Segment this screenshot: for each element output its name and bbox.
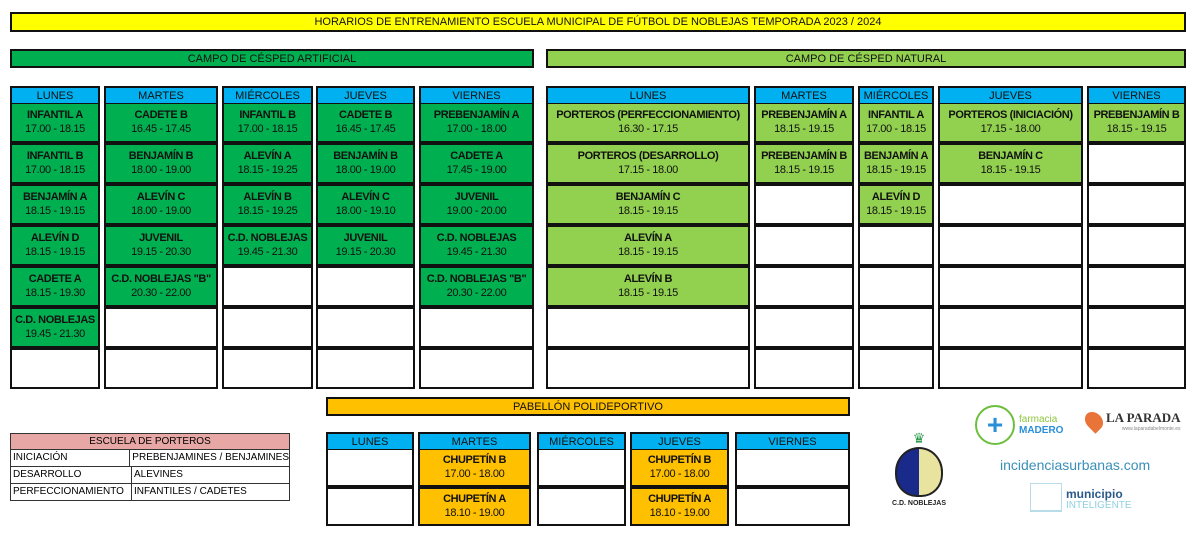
day-header: LUNES [328, 434, 412, 450]
pin-icon [1081, 408, 1106, 433]
day-header: JUEVES [632, 434, 727, 450]
legend-level: INICIACIÓN [11, 450, 130, 466]
time-range: 18.15 - 19.15 [618, 287, 678, 299]
time-range: 19.15 - 20.30 [131, 246, 191, 258]
madero-text: MADERO [1019, 425, 1064, 436]
time-range: 16.45 - 17.45 [335, 123, 396, 135]
session-cell [224, 104, 311, 141]
session-cell [12, 145, 98, 182]
empty-cell [539, 489, 624, 524]
incidencias-logo: incidenciasurbanas.com [1000, 457, 1151, 473]
la-parada-text: LA PARADA [1106, 410, 1181, 425]
empty-cell [224, 309, 311, 346]
session-cell [421, 186, 532, 223]
empty-cell [737, 489, 848, 524]
time-range: 19.45 - 21.30 [25, 328, 85, 340]
team-name: PREBENJAMÍN A [433, 109, 520, 121]
time-range: 20.30 - 22.00 [131, 287, 191, 299]
team-name: C.D. NOBLEJAS [227, 232, 308, 244]
artificial-column-0 [10, 86, 100, 389]
day-header: MARTES [106, 88, 216, 104]
empty-cell [106, 309, 216, 346]
time-range: 18.15 - 19.25 [237, 205, 298, 217]
session-cell [756, 104, 852, 141]
time-range: 18.15 - 19.15 [980, 164, 1041, 176]
time-range: 17.45 - 19.00 [446, 164, 507, 176]
time-range: 20.30 - 22.00 [446, 287, 507, 299]
team-name: CHUPETÍN B [442, 454, 507, 466]
session-cell [632, 450, 727, 485]
empty-cell [224, 350, 311, 387]
team-name: ALEVÍN B [243, 191, 292, 203]
session-cell [940, 104, 1081, 141]
time-range: 18.15 - 19.15 [618, 246, 678, 258]
session-cell [632, 489, 727, 524]
team-name: CADETE B [134, 109, 188, 121]
team-name: BENJAMÍN B [333, 150, 398, 162]
time-range: 18.10 - 19.00 [444, 507, 505, 519]
empty-cell [756, 186, 852, 223]
team-name: C.D. NOBLEJAS [15, 314, 95, 326]
time-range: 19.45 - 21.30 [446, 246, 507, 258]
team-name: JUVENIL [139, 232, 183, 244]
time-range: 19.45 - 21.30 [237, 246, 298, 258]
team-name: PORTEROS (INICIACIÓN) [948, 109, 1073, 121]
team-name: ALEVÍN B [623, 273, 673, 285]
session-cell [940, 145, 1081, 182]
empty-cell [12, 350, 98, 387]
inteligente-text: INTELIGENTE [1066, 500, 1132, 511]
session-cell [548, 145, 748, 182]
artificial-column-3 [316, 86, 415, 389]
empty-cell [548, 350, 748, 387]
empty-cell [756, 309, 852, 346]
artificial-column-4 [419, 86, 534, 389]
legend-row [11, 467, 289, 484]
session-cell [106, 145, 216, 182]
artificial-column-1 [104, 86, 218, 389]
team-name: CHUPETÍN B [647, 454, 712, 466]
session-cell [756, 145, 852, 182]
time-range: 18.15 - 19.15 [25, 246, 85, 258]
pabellon-column-2 [537, 432, 626, 526]
empty-cell [106, 350, 216, 387]
legend-category: INFANTILES / CADETES [134, 486, 247, 497]
time-range: 16.30 - 17.15 [618, 123, 678, 135]
team-name: BENJAMÍN A [22, 191, 88, 203]
team-name: CADETE A [450, 150, 503, 162]
empty-cell [940, 309, 1081, 346]
cross-icon: + [975, 405, 1015, 445]
session-cell [421, 145, 532, 182]
team-name: ALEVÍN C [341, 191, 390, 203]
day-header: LUNES [12, 88, 98, 104]
day-header: MARTES [756, 88, 852, 104]
session-cell [421, 268, 532, 305]
natural-title: CAMPO DE CÉSPED NATURAL [546, 49, 1186, 68]
farmacia-text: farmacia [1019, 414, 1058, 425]
natural-column-2 [858, 86, 934, 389]
pabellon-column-4 [735, 432, 850, 526]
time-range: 17.00 - 18.00 [649, 468, 710, 480]
empty-cell [328, 450, 412, 485]
time-range: 17.00 - 18.15 [25, 164, 85, 176]
session-cell [106, 104, 216, 141]
city-icon [1030, 483, 1062, 512]
session-cell [548, 268, 748, 305]
empty-cell [1089, 145, 1184, 182]
time-range: 18.15 - 19.25 [237, 164, 298, 176]
team-name: PREBENJAMÍN B [761, 150, 847, 162]
session-cell [106, 186, 216, 223]
time-range: 18.15 - 19.15 [774, 164, 834, 176]
time-range: 18.00 - 19.00 [131, 164, 191, 176]
empty-cell [860, 350, 932, 387]
day-header: JUEVES [940, 88, 1081, 104]
time-range: 18.10 - 19.00 [649, 507, 710, 519]
pabellon-column-3 [630, 432, 729, 526]
day-header: VIERNES [737, 434, 848, 450]
team-name: BENJAMÍN C [978, 150, 1043, 162]
time-range: 19.00 - 20.00 [446, 205, 507, 217]
session-cell [106, 268, 216, 305]
team-name: INFANTIL B [26, 150, 84, 162]
time-range: 18.15 - 19.30 [25, 287, 85, 299]
day-header: MIÉRCOLES [224, 88, 311, 104]
day-header: VIERNES [1089, 88, 1184, 104]
team-name: ALEVÍN A [243, 150, 292, 162]
team-name: PREBENJAMÍN B [1093, 109, 1180, 121]
empty-cell [421, 309, 532, 346]
legend-row [11, 484, 289, 500]
time-range: 17.00 - 18.00 [446, 123, 507, 135]
session-cell [318, 227, 413, 264]
empty-cell [548, 309, 748, 346]
time-range: 18.00 - 19.00 [131, 205, 191, 217]
day-header: MIÉRCOLES [860, 88, 932, 104]
main-title: HORARIOS DE ENTRENAMIENTO ESCUELA MUNICIPAL DE FÚTBOL DE NOBLEJAS TEMPORADA 2023 / 2024 [10, 12, 1186, 32]
empty-cell [737, 450, 848, 485]
day-header: JUEVES [318, 88, 413, 104]
empty-cell [940, 227, 1081, 264]
team-name: INFANTIL B [239, 109, 296, 121]
team-name: ALEVÍN D [871, 191, 921, 203]
natural-column-1 [754, 86, 854, 389]
session-cell [318, 104, 413, 141]
time-range: 17.00 - 18.15 [866, 123, 926, 135]
empty-cell [1089, 186, 1184, 223]
time-range: 18.15 - 19.15 [618, 205, 678, 217]
crown-icon: ♛ [912, 430, 926, 446]
empty-cell [860, 268, 932, 305]
team-name: BENJAMÍN A [863, 150, 929, 162]
empty-cell [860, 227, 932, 264]
time-range: 17.00 - 18.15 [237, 123, 298, 135]
day-header: VIERNES [421, 88, 532, 104]
club-crest-logo [886, 430, 952, 507]
team-name: PORTEROS (PERFECCIONAMIENTO) [556, 109, 740, 121]
porteros-legend [10, 433, 290, 501]
empty-cell [224, 268, 311, 305]
session-cell [224, 227, 311, 264]
session-cell [224, 186, 311, 223]
team-name: PORTEROS (DESARROLLO) [577, 150, 719, 162]
time-range: 17.00 - 18.15 [25, 123, 85, 135]
time-range: 18.15 - 19.15 [1106, 123, 1167, 135]
team-name: INFANTIL A [868, 109, 924, 121]
farmacia-madero-logo [975, 405, 1063, 445]
team-name: ALEVÍN A [624, 232, 672, 244]
team-name: C.D. NOBLEJAS [436, 232, 517, 244]
team-name: ALEVÍN C [136, 191, 186, 203]
pabellon-title: PABELLÓN POLIDEPORTIVO [326, 397, 850, 416]
club-name: C.D. NOBLEJAS [891, 500, 947, 507]
empty-cell [940, 350, 1081, 387]
empty-cell [940, 186, 1081, 223]
empty-cell [318, 268, 413, 305]
municipio-text: municipio [1066, 487, 1123, 501]
day-header: MIÉRCOLES [539, 434, 624, 450]
session-cell [224, 145, 311, 182]
municipio-inteligente-logo [1030, 483, 1132, 512]
time-range: 16.45 - 17.45 [131, 123, 191, 135]
day-header: LUNES [548, 88, 748, 104]
legend-level: PERFECCIONAMIENTO [11, 484, 132, 500]
time-range: 18.15 - 19.15 [866, 164, 926, 176]
empty-cell [539, 450, 624, 485]
session-cell [860, 186, 932, 223]
time-range: 18.00 - 19.10 [335, 205, 396, 217]
artificial-column-2 [222, 86, 313, 389]
session-cell [12, 104, 98, 141]
session-cell [106, 227, 216, 264]
time-range: 17.15 - 18.00 [618, 164, 678, 176]
legend-level: DESARROLLO [11, 467, 132, 483]
empty-cell [1089, 268, 1184, 305]
session-cell [318, 186, 413, 223]
time-range: 19.15 - 20.30 [335, 246, 396, 258]
team-name: JUVENIL [343, 232, 388, 244]
team-name: C.D. NOBLEJAS "B" [111, 273, 211, 285]
la-parada-logo [1086, 410, 1181, 432]
session-cell [421, 104, 532, 141]
empty-cell [318, 350, 413, 387]
team-name: CADETE A [28, 273, 82, 285]
natural-column-3 [938, 86, 1083, 389]
team-name: BENJAMÍN B [128, 150, 194, 162]
empty-cell [756, 227, 852, 264]
team-name: BENJAMÍN C [615, 191, 681, 203]
session-cell [12, 268, 98, 305]
empty-cell [421, 350, 532, 387]
session-cell [12, 227, 98, 264]
time-range: 18.15 - 19.15 [774, 123, 834, 135]
empty-cell [860, 309, 932, 346]
empty-cell [328, 489, 412, 524]
shield-icon [895, 447, 943, 497]
empty-cell [1089, 309, 1184, 346]
session-cell [860, 145, 932, 182]
legend-row [11, 450, 289, 467]
session-cell [548, 104, 748, 141]
empty-cell [940, 268, 1081, 305]
legend-category: ALEVINES [134, 469, 183, 480]
legend-title: ESCUELA DE PORTEROS [11, 434, 289, 450]
session-cell [420, 450, 529, 485]
legend-category: PREBENJAMINES / BENJAMINES [132, 452, 289, 463]
time-range: 17.00 - 18.00 [444, 468, 505, 480]
team-name: C.D. NOBLEJAS "B" [426, 273, 527, 285]
pabellon-column-1 [418, 432, 531, 526]
team-name: ALEVÍN D [30, 232, 80, 244]
team-name: CADETE B [338, 109, 393, 121]
artificial-title: CAMPO DE CÉSPED ARTIFICIAL [10, 49, 534, 68]
empty-cell [1089, 350, 1184, 387]
session-cell [420, 489, 529, 524]
empty-cell [1089, 227, 1184, 264]
empty-cell [756, 350, 852, 387]
session-cell [318, 145, 413, 182]
session-cell [12, 309, 98, 346]
team-name: CHUPETÍN A [443, 493, 506, 505]
team-name: JUVENIL [454, 191, 499, 203]
time-range: 18.15 - 19.15 [25, 205, 85, 217]
session-cell [1089, 104, 1184, 141]
time-range: 18.15 - 19.15 [866, 205, 926, 217]
la-parada-url: www.laparadabelmonte.es [1121, 426, 1181, 432]
empty-cell [318, 309, 413, 346]
session-cell [421, 227, 532, 264]
time-range: 17.15 - 18.00 [980, 123, 1041, 135]
natural-column-4 [1087, 86, 1186, 389]
session-cell [548, 186, 748, 223]
empty-cell [756, 268, 852, 305]
session-cell [548, 227, 748, 264]
session-cell [860, 104, 932, 141]
natural-column-0 [546, 86, 750, 389]
team-name: CHUPETÍN A [648, 493, 711, 505]
team-name: INFANTIL A [27, 109, 83, 121]
team-name: PREBENJAMÍN A [761, 109, 847, 121]
day-header: MARTES [420, 434, 529, 450]
time-range: 18.00 - 19.00 [335, 164, 396, 176]
session-cell [12, 186, 98, 223]
pabellon-column-0 [326, 432, 414, 526]
